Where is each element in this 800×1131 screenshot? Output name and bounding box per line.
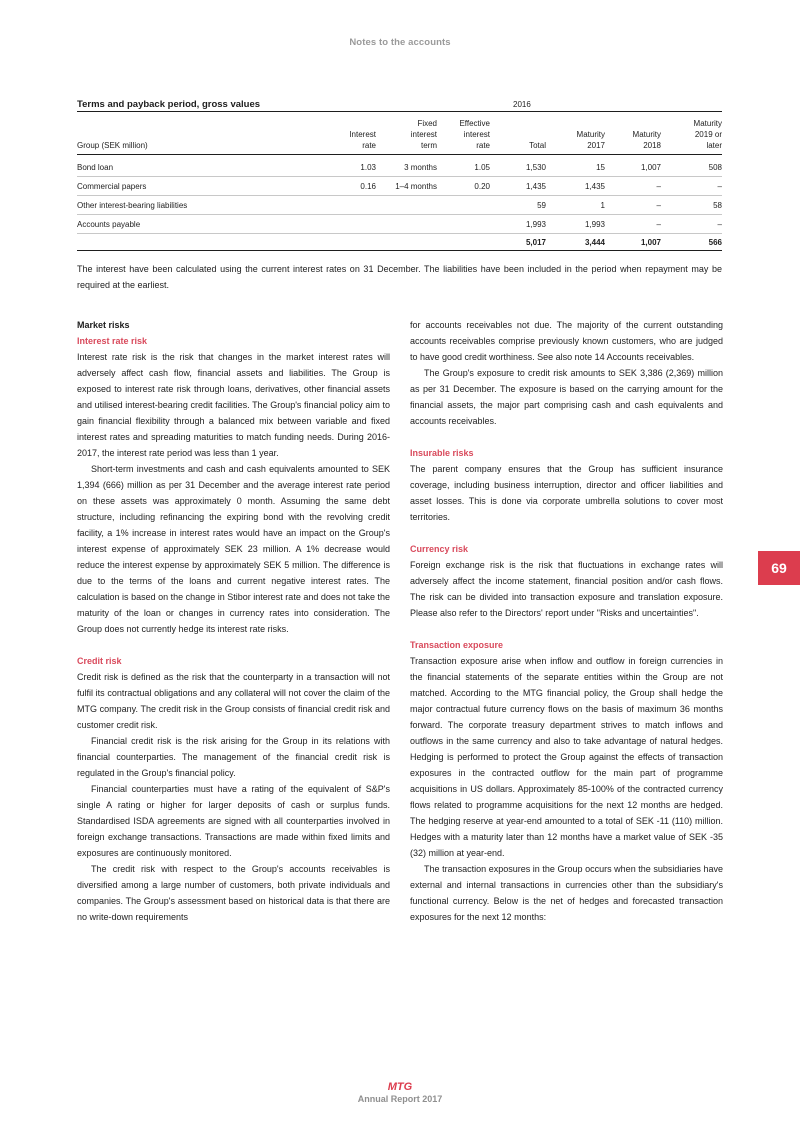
table-row — [77, 155, 722, 177]
subheading-credit-risk: Credit risk — [77, 656, 122, 666]
logo-text: MTG — [387, 1081, 413, 1091]
table-cell: 1.05 — [474, 163, 490, 172]
table-footnote: The interest have been calculated using the current interest rates on 31 December. The liabilities have been included in the period when repayment may be required at the earliest. — [77, 264, 722, 290]
paragraph: Short-term investments and cash and cash equivalents amounted to SEK 1,394 (666) million as per 31 December and the average interest rate period on these assets was approximately 0 month. Assuming the same debt structure, including refinancing the expiring bond with the revolving credit facility, a 1% increase in interest rates would have an impact on the Group's interest expense of approximately SEK 23 million. A 1% decrease would reduce the interest expense by approximately SEK 5 million. The difference is due to the terms of the loans and current negative interest rates. The calculation is based on the change in Stibor interest rate and does not take the maturity of the loan or changes in currency rates into consideration. The Group does not currently hedge its interest rate risks. — [77, 464, 390, 634]
table-cell: 0.20 — [474, 181, 490, 191]
table-header-row — [77, 112, 722, 155]
table-cell — [77, 234, 327, 251]
table-title: Terms and payback period, gross values — [77, 99, 261, 110]
paragraph: Financial credit risk is the risk arising for the Group in its relations with financial counterparties. The management of the financial credit risk is regulated in the Group's financial policy. — [77, 736, 390, 778]
paragraph: Credit risk is defined as the risk that the counterparty in a transaction will not fulfil its contractual obligations and any collateral will not cover the claim of the MTG company. The credit risk in the Group consists of financial credit risk and customer credit risk. — [77, 672, 390, 730]
paragraph: The credit risk with respect to the Group's accounts receivables is diversified among a large number of customers, both private individuals and companies. The Group's assessment based on historical data is that there are no write-down requirements — [77, 864, 390, 922]
column-header: Maturity 2017 — [576, 130, 605, 150]
table-cell — [327, 196, 376, 215]
table-cell: 0.16 — [360, 181, 376, 191]
table-total-row — [77, 234, 722, 251]
right-column — [410, 317, 723, 925]
table-cell — [437, 234, 490, 251]
column-header: Interest rate — [349, 130, 376, 150]
subheading-interest-rate-risk: Interest rate risk — [77, 336, 148, 346]
table-cell: – — [656, 200, 661, 210]
table-cell — [327, 234, 376, 251]
footer-report-title: Annual Report 2017 — [357, 1094, 443, 1104]
table-cell: 1,007 — [640, 237, 661, 247]
column-header: Group (SEK million) — [77, 141, 148, 150]
table-cell — [376, 215, 437, 234]
subheading-transaction-exposure: Transaction exposure — [410, 640, 504, 650]
table-cell: 1,435 — [525, 181, 546, 191]
table-cell: – — [656, 181, 661, 191]
paragraph: The parent company ensures that the Group has sufficient insurance coverage, including business interruption, director and officer liabilities and asset losses. This is done via corporate umbrella solutions to cover most territories. — [410, 464, 723, 522]
table-cell — [437, 196, 490, 215]
table-cell — [327, 215, 376, 234]
table-cell: 58 — [713, 200, 722, 210]
table-cell — [376, 196, 437, 215]
paragraph: Foreign exchange risk is the risk that fluctuations in exchange rates will adversely affect the income statement, financial position and/or cash flows. The risk can be divided into transaction exposure and translation exposure. Please also refer to the Directors' report under "Risks and uncertainties". — [410, 560, 723, 618]
table-cell: Other interest-bearing liabilities — [77, 200, 188, 210]
paragraph: Interest rate risk is the risk that changes in the market interest rates will adversely affect cash flow, financial assets and liabilities. The Group is exposed to interest rate risk through loans, derivatives, other financial assets and utilised interest-bearing credit facilities. The Group's financial policy aim to gain financial flexibility through a balanced mix between variable and fixed interest rates and spreading maturities to match funding needs. During 2016-2017, the interest rate period was less than 1 year. — [77, 352, 390, 458]
table-cell: Accounts payable — [77, 219, 141, 229]
heading-market-risks: Market risks — [77, 320, 130, 330]
page-header: Notes to the accounts — [349, 37, 451, 48]
table-title-row — [77, 99, 722, 112]
subheading-currency-risk: Currency risk — [410, 544, 469, 554]
table-cell — [437, 215, 490, 234]
table-cell: 508 — [708, 163, 722, 172]
table-cell: 1,993 — [525, 219, 546, 229]
paragraph: for accounts receivables not due. The majority of the current outstanding accounts receivables comprise previously known customers, who are judged to have good credit worthiness. See also note 14 Accounts receivables. — [410, 320, 723, 362]
table-cell: – — [717, 181, 722, 191]
table-cell: 1,993 — [584, 219, 605, 229]
left-column — [77, 317, 390, 925]
table-cell: – — [717, 219, 722, 229]
column-header: Fixed interest term — [410, 119, 437, 150]
column-header: Effective interest rate — [459, 119, 490, 150]
paragraph: The Group's exposure to credit risk amounts to SEK 3,386 (2,369) million as per 31 December. The exposure is based on the carrying amount for the financial assets, the major part comprising cash and cash equivalents and accounts receivables. — [410, 368, 723, 426]
table-cell: Commercial papers — [77, 181, 147, 191]
table-cell: 1,007 — [640, 163, 661, 172]
table-cell: 1,530 — [525, 163, 546, 172]
table-row — [77, 215, 722, 234]
table-cell: 1.03 — [360, 163, 376, 172]
column-header: Total — [529, 141, 546, 150]
column-header: Maturity 2018 — [632, 130, 661, 150]
table-cell: 15 — [596, 163, 605, 172]
table-year: 2016 — [513, 100, 531, 109]
table-cell — [376, 234, 437, 251]
mtg-logo — [386, 1081, 414, 1091]
terms-payback-table — [77, 99, 722, 251]
table-cell: Bond loan — [77, 163, 114, 172]
table-row — [77, 177, 722, 196]
table-cell: 5,017 — [525, 237, 546, 247]
table-cell: 566 — [708, 237, 722, 247]
subheading-insurable-risks: Insurable risks — [410, 448, 474, 458]
table-cell: 1,435 — [584, 181, 605, 191]
table-cell: 1 — [600, 200, 605, 210]
page-number-tab: 69 — [758, 551, 800, 585]
data-table — [77, 112, 722, 251]
table-row — [77, 196, 722, 215]
column-header: Maturity 2019 or later — [693, 119, 722, 150]
table-cell: – — [656, 219, 661, 229]
table-cell: 3,444 — [584, 237, 605, 247]
paragraph: The transaction exposures in the Group occurs when the subsidiaries have external and internal transactions in currencies other than the subsidiary's functional currency. Below is the net of hedges and forecasted transaction exposures for the next 12 months: — [410, 864, 723, 922]
paragraph: Financial counterparties must have a rating of the equivalent of S&P's single A rating or higher for larger deposits of cash or surplus funds. Standardised ISDA agreements are signed with all counterparties involved in foreign exchange transactions. Transactions are made within fixed limits and exposures are continuously monitored. — [77, 784, 390, 858]
table-cell: 59 — [537, 200, 546, 210]
table-cell: 3 months — [404, 163, 437, 172]
paragraph: Transaction exposure arise when inflow and outflow in foreign currencies in the financial statements of the separate entities within the Group are not matched. According to the MTG financial policy, the Group shall hedge the major contractual future currency flows on the basis of maximum 36 months forward. The corporate treasury department strives to match inflows and outflows in the same currency and also to take advantage of natural hedges. Hedging is performed to protect the Group against the effects of transaction exposures in the contracted outflow for the main part of programme acquisitions in US dollars. Approximately 85-100% of the contracted currency flows related to programme acquisitions for the next 12 months are hedged. The hedging reserve at year-end amounted to a total of SEK -11 (110) million. Hedges with a maturity later than 12 months have a market value of SEK -35 (32) million at year-end. — [410, 656, 723, 858]
table-cell: 1–4 months — [395, 181, 437, 191]
